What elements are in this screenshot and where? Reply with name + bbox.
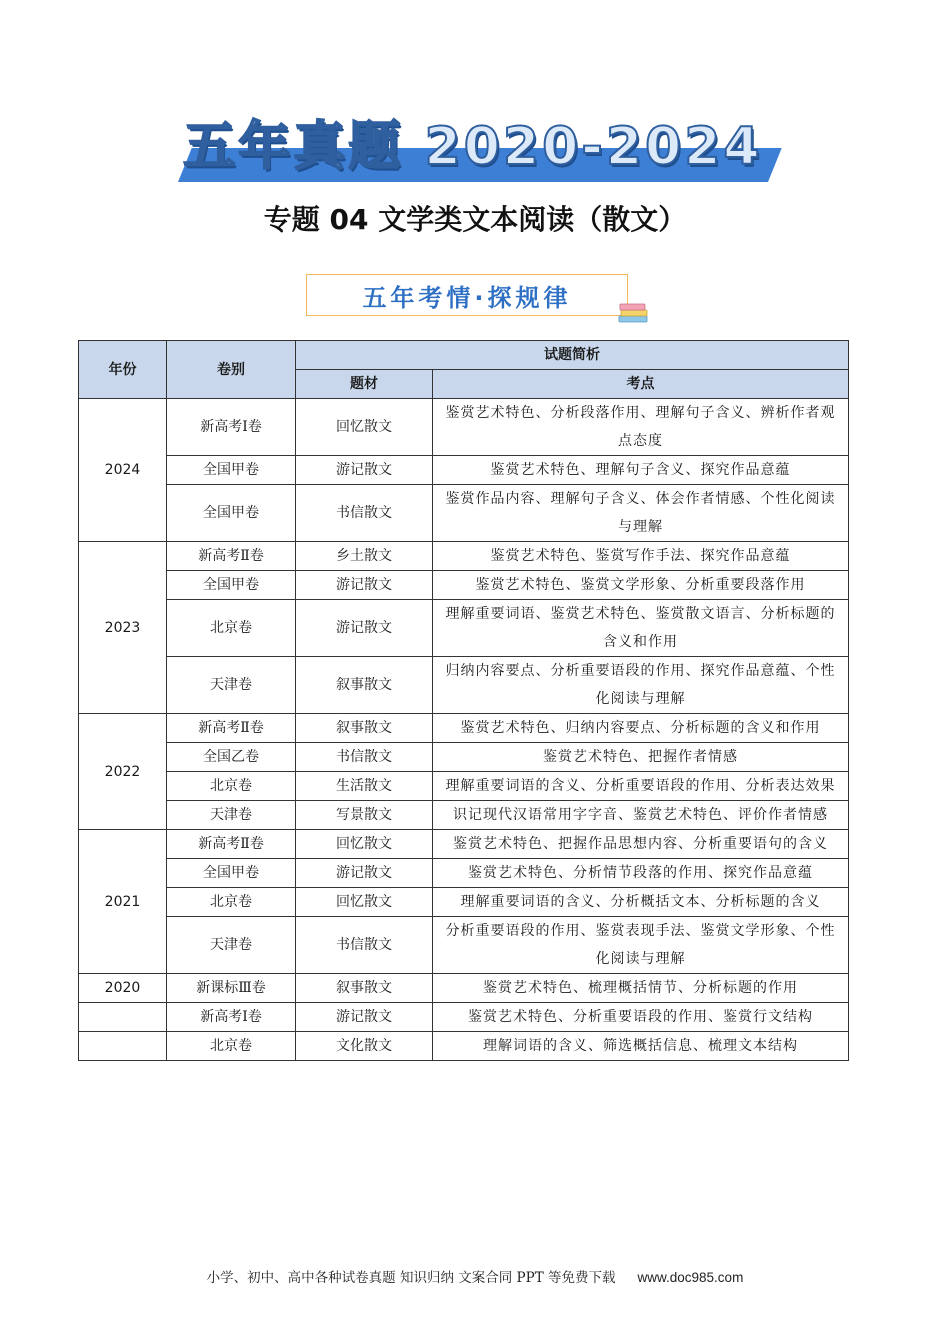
points-cell: 理解重要词语的含义、分析概括文本、分析标题的含义	[433, 888, 849, 917]
table-row	[79, 1003, 849, 1032]
paper-cell: 北京卷	[167, 600, 296, 657]
points-cell: 鉴赏艺术特色、理解句子含义、探究作品意蕴	[433, 456, 849, 485]
section-badge-label: 五年考情·探规律	[362, 283, 572, 312]
footer-text: 小学、初中、高中各种试卷真题 知识归纳 文案合同 PPT 等免费下载	[206, 1270, 616, 1286]
header-year: 年份	[79, 341, 167, 399]
points-cell: 鉴赏艺术特色、梳理概括情节、分析标题的作用	[433, 974, 849, 1003]
points-cell: 鉴赏艺术特色、把握作品思想内容、分析重要语句的含义	[433, 830, 849, 859]
paper-cell: 新课标Ⅲ卷	[167, 974, 296, 1003]
header-paper: 卷别	[167, 341, 296, 399]
footer-url: www.doc985.com	[637, 1270, 744, 1285]
table-row	[79, 743, 849, 772]
title-banner	[178, 116, 768, 184]
year-cell: 2024	[79, 399, 167, 542]
header-analysis: 试题简析	[296, 341, 849, 370]
section-badge	[306, 274, 628, 316]
topic-cell: 游记散文	[296, 600, 433, 657]
table-row	[79, 571, 849, 600]
exam-analysis-table	[78, 340, 849, 1061]
table-row	[79, 888, 849, 917]
topic-cell: 回忆散文	[296, 399, 433, 456]
books-icon	[617, 300, 651, 324]
table-row	[79, 772, 849, 801]
year-cell: 2023	[79, 542, 167, 714]
topic-cell: 回忆散文	[296, 830, 433, 859]
topic-cell: 回忆散文	[296, 888, 433, 917]
year-cell	[79, 1032, 167, 1061]
topic-cell: 游记散文	[296, 571, 433, 600]
paper-cell: 新高考Ⅱ卷	[167, 542, 296, 571]
topic-cell: 叙事散文	[296, 974, 433, 1003]
points-cell: 鉴赏艺术特色、分析情节段落的作用、探究作品意蕴	[433, 859, 849, 888]
table-body	[79, 399, 849, 1061]
paper-cell: 新高考Ⅰ卷	[167, 399, 296, 456]
topic-cell: 叙事散文	[296, 657, 433, 714]
topic-cell: 游记散文	[296, 859, 433, 888]
paper-cell: 全国甲卷	[167, 859, 296, 888]
points-cell: 鉴赏艺术特色、分析段落作用、理解句子含义、辨析作者观点态度	[433, 399, 849, 456]
year-cell: 2020	[79, 974, 167, 1003]
points-cell: 鉴赏艺术特色、分析重要语段的作用、鉴赏行文结构	[433, 1003, 849, 1032]
topic-cell: 乡土散文	[296, 542, 433, 571]
table-row	[79, 600, 849, 657]
points-cell: 鉴赏艺术特色、鉴赏文学形象、分析重要段落作用	[433, 571, 849, 600]
topic-cell: 游记散文	[296, 1003, 433, 1032]
paper-cell: 北京卷	[167, 888, 296, 917]
table-row	[79, 830, 849, 859]
paper-cell: 全国甲卷	[167, 485, 296, 542]
table-row	[79, 657, 849, 714]
points-cell: 鉴赏作品内容、理解句子含义、体会作者情感、个性化阅读与理解	[433, 485, 849, 542]
topic-cell: 文化散文	[296, 1032, 433, 1061]
paper-cell: 新高考Ⅱ卷	[167, 830, 296, 859]
paper-cell: 全国乙卷	[167, 743, 296, 772]
topic-cell: 写景散文	[296, 801, 433, 830]
header-topic: 题材	[296, 370, 433, 399]
header-points: 考点	[433, 370, 849, 399]
topic-cell: 书信散文	[296, 917, 433, 974]
table-row	[79, 399, 849, 456]
page-footer	[0, 1266, 950, 1286]
points-cell: 理解词语的含义、筛选概括信息、梳理文本结构	[433, 1032, 849, 1061]
table-row	[79, 917, 849, 974]
paper-cell: 北京卷	[167, 1032, 296, 1061]
topic-cell: 生活散文	[296, 772, 433, 801]
paper-cell: 新高考Ⅱ卷	[167, 714, 296, 743]
table-row	[79, 859, 849, 888]
table-row	[79, 456, 849, 485]
topic-cell: 游记散文	[296, 456, 433, 485]
topic-cell: 书信散文	[296, 743, 433, 772]
year-cell	[79, 1003, 167, 1032]
paper-cell: 天津卷	[167, 801, 296, 830]
table-row	[79, 485, 849, 542]
points-cell: 归纳内容要点、分析重要语段的作用、探究作品意蕴、个性化阅读与理解	[433, 657, 849, 714]
table-row	[79, 714, 849, 743]
points-cell: 鉴赏艺术特色、归纳内容要点、分析标题的含义和作用	[433, 714, 849, 743]
table-row	[79, 801, 849, 830]
paper-cell: 北京卷	[167, 772, 296, 801]
paper-cell: 天津卷	[167, 917, 296, 974]
points-cell: 理解重要词语、鉴赏艺术特色、鉴赏散文语言、分析标题的含义和作用	[433, 600, 849, 657]
topic-cell: 书信散文	[296, 485, 433, 542]
topic-cell: 叙事散文	[296, 714, 433, 743]
points-cell: 分析重要语段的作用、鉴赏表现手法、鉴赏文学形象、个性化阅读与理解	[433, 917, 849, 974]
paper-cell: 新高考Ⅰ卷	[167, 1003, 296, 1032]
points-cell: 识记现代汉语常用字字音、鉴赏艺术特色、评价作者情感	[433, 801, 849, 830]
paper-cell: 全国甲卷	[167, 571, 296, 600]
year-cell: 2021	[79, 830, 167, 974]
points-cell: 理解重要词语的含义、分析重要语段的作用、分析表达效果	[433, 772, 849, 801]
points-cell: 鉴赏艺术特色、鉴赏写作手法、探究作品意蕴	[433, 542, 849, 571]
table-row	[79, 1032, 849, 1061]
paper-cell: 天津卷	[167, 657, 296, 714]
page-title: 专题 04 文学类文本阅读（散文）	[263, 203, 687, 236]
year-cell: 2022	[79, 714, 167, 830]
table-row	[79, 542, 849, 571]
paper-cell: 全国甲卷	[167, 456, 296, 485]
banner-title: 五年真题 2020-2024	[183, 117, 763, 177]
table-row	[79, 974, 849, 1003]
points-cell: 鉴赏艺术特色、把握作者情感	[433, 743, 849, 772]
